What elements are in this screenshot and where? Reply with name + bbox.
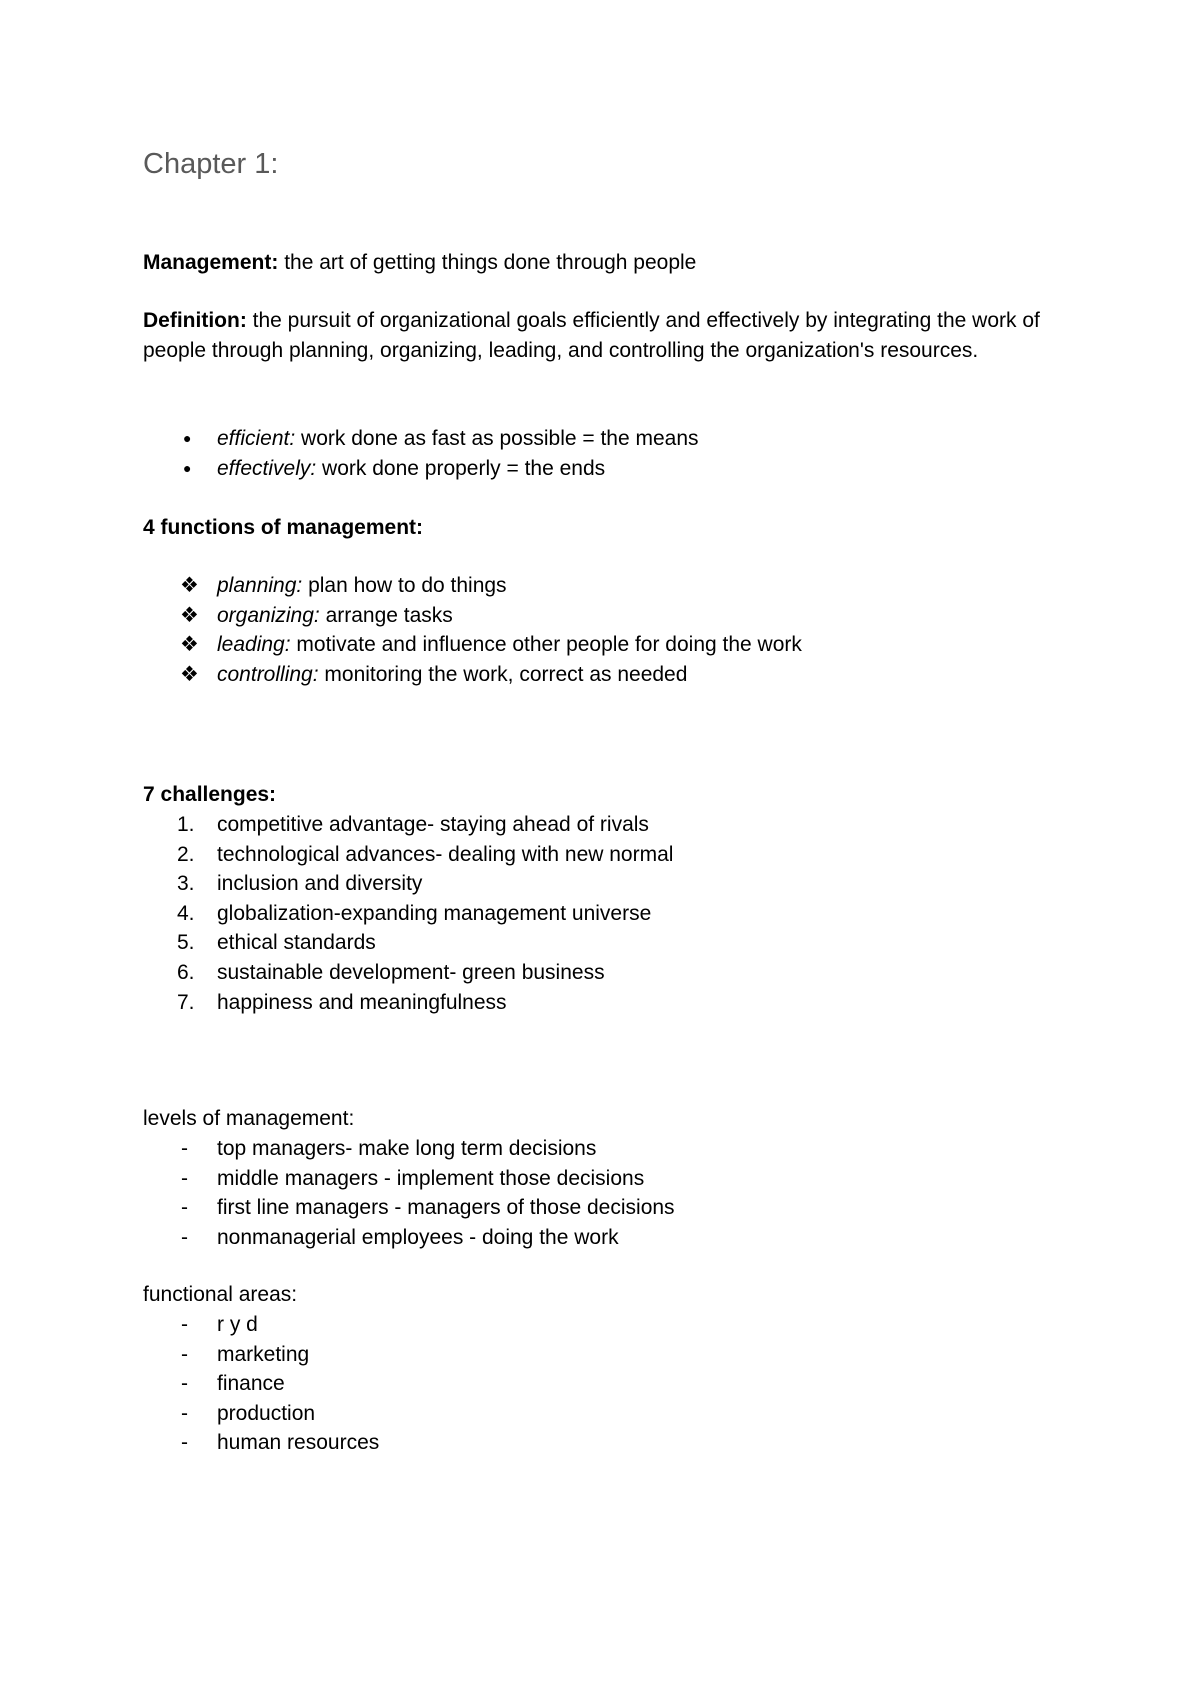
list-item [143,424,1043,454]
list-item [143,1223,1043,1253]
challenges-list [143,810,1043,1017]
list-item [143,988,1043,1018]
item-text: plan how to do things [302,574,507,597]
item-text: happiness and meaningfulness [217,990,507,1014]
list-item [143,1340,1043,1370]
dash-bullet: - [181,1137,188,1160]
list-item [143,660,1043,690]
list-item [143,1193,1043,1223]
dash-bullet: - [181,1166,188,1190]
diamond-bullet-icon: ❖ [180,662,199,686]
areas-heading: functional areas: [143,1283,298,1306]
areas-list [143,1310,1043,1458]
dash-bullet: - [181,1313,188,1336]
item-term: controlling: [217,662,319,686]
list-item [143,899,1043,929]
item-term: organizing: [217,603,320,627]
list-item [143,958,1043,988]
item-text: marketing [217,1342,310,1366]
item-text: work done properly = the ends [316,456,606,480]
list-item [143,630,1043,660]
item-text: nonmanagerial employees - doing the work [217,1225,619,1249]
list-item [143,928,1043,958]
item-text: arrange tasks [319,603,453,627]
item-term: efficient: [217,427,296,450]
item-number: 5. [177,931,195,955]
list-item [143,1310,1043,1340]
management-term: Management: [143,251,279,274]
management-text: the art of getting things done through people [278,251,697,274]
item-term: leading: [217,633,291,657]
item-text: globalization-expanding management universe [217,901,652,925]
diamond-bullet-icon: ❖ [180,633,199,657]
item-text: sustainable development- green business [217,960,605,984]
item-text: work done as fast as possible = the means [295,427,699,450]
efficiency-list [143,424,1043,483]
management-definition [143,248,1043,278]
dash-bullet: - [181,1342,188,1366]
dash-bullet: - [181,1372,188,1396]
list-item [143,1134,1043,1164]
list-item [143,1399,1043,1429]
item-text: technological advances- dealing with new normal [217,842,674,866]
item-number: 2. [177,842,195,866]
diamond-bullet-icon: ❖ [180,603,199,627]
item-number: 3. [177,872,195,896]
diamond-bullet-icon: ❖ [180,574,199,597]
item-text: inclusion and diversity [217,872,423,896]
item-text: monitoring the work, correct as needed [318,662,688,686]
list-item [143,571,1043,601]
chapter-title: Chapter 1: [143,148,279,180]
bullet-icon: ● [183,430,192,446]
item-text: human resources [217,1431,380,1455]
item-text: finance [217,1372,285,1396]
functions-heading: 4 functions of management: [143,516,424,539]
item-text: middle managers - implement those decisions [217,1166,645,1190]
item-text: competitive advantage- staying ahead of rivals [217,813,649,836]
dash-bullet: - [181,1196,188,1220]
functions-list [143,571,1043,689]
definition-paragraph [143,306,1043,366]
item-text: top managers- make long term decisions [217,1137,597,1160]
item-number: 1. [177,813,195,836]
item-text: ethical standards [217,931,376,955]
item-term: effectively: [217,456,317,480]
levels-heading: levels of management: [143,1107,355,1130]
levels-list [143,1134,1043,1252]
list-item [143,1369,1043,1399]
item-number: 7. [177,990,195,1014]
definition-term: Definition: [143,309,247,332]
list-item [143,601,1043,631]
list-item [143,454,1043,484]
list-item [143,810,1043,840]
item-text: motivate and influence other people for doing the work [290,633,802,657]
item-number: 6. [177,960,195,984]
bullet-icon: ● [183,459,192,476]
item-term: planning: [217,574,303,597]
dash-bullet: - [181,1401,188,1425]
definition-text: the pursuit of organizational goals efficiently and effectively by integrating the work of people through planning, organizing, leading, and controlling the organization's resources. [143,309,1040,362]
item-text: r y d [217,1313,258,1336]
list-item [143,869,1043,899]
list-item [143,1164,1043,1194]
list-item [143,840,1043,870]
list-item [143,1428,1043,1458]
item-number: 4. [177,901,195,925]
item-text: production [217,1401,316,1425]
dash-bullet: - [181,1225,188,1249]
challenges-heading: 7 challenges: [143,783,277,806]
dash-bullet: - [181,1431,188,1455]
item-text: first line managers - managers of those decisions [217,1196,675,1220]
